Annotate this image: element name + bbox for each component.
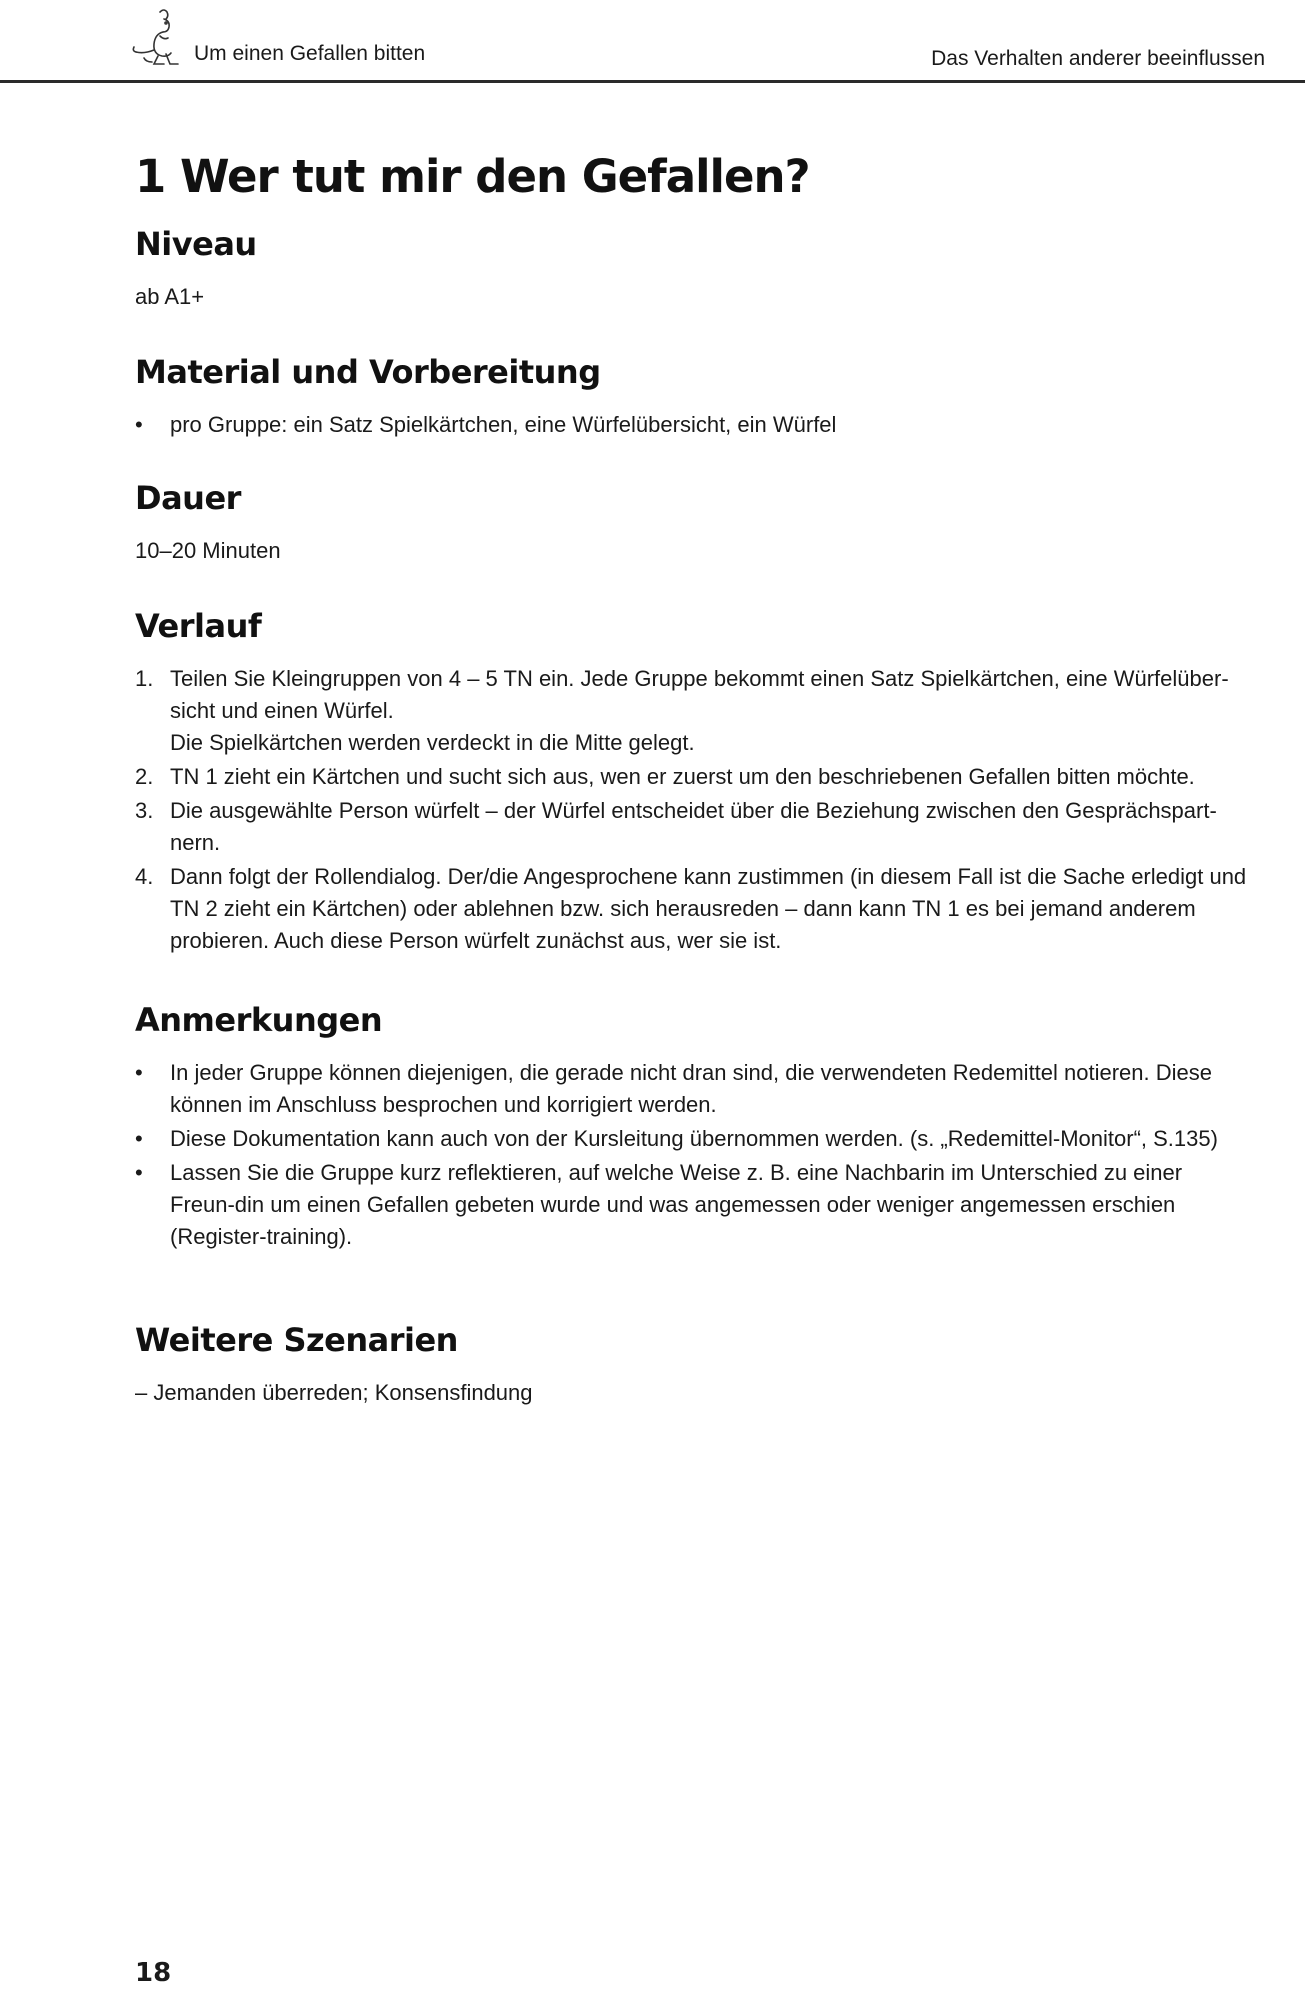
verlauf-heading: Verlauf	[135, 607, 262, 645]
step-item	[135, 663, 1250, 759]
niveau-heading: Niveau	[135, 225, 257, 263]
section-dauer	[135, 479, 1250, 567]
weitere-item: – Jemanden überreden; Konsensfindung	[135, 1380, 533, 1405]
page-number: 18	[135, 1958, 172, 1988]
step-extra: Die Spielkärtchen werden verdeckt in die Mitte gelegt.	[170, 730, 695, 755]
kangaroo-icon	[130, 6, 182, 68]
section-material	[135, 353, 1250, 441]
anmerkungen-heading: Anmerkungen	[135, 1001, 383, 1039]
header-left-title: Um einen Gefallen bitten	[194, 42, 426, 65]
step-text: Dann folgt der Rollendialog. Der/die Angesprochene kann zustimmen (in diesem Fall ist die Sache erledigt und TN 2 zieht ein Kärtchen) oder ablehnen bzw. sich herausreden – dann kann TN 1 es bei jemand anderem probieren. Auch diese Person würfelt zunächst aus, wer sie ist.	[170, 864, 1247, 953]
list-item: • Diese Dokumentation kann auch von der Kursleitung übernommen werden. (s. „Redemittel-Monitor“, S.135)	[135, 1123, 1250, 1155]
verlauf-steps	[135, 663, 1250, 957]
step-item	[135, 861, 1250, 957]
step-number: 3.	[135, 798, 154, 823]
step-item	[135, 795, 1250, 859]
step-number: 4.	[135, 864, 154, 889]
section-niveau	[135, 225, 1250, 313]
list-item: • Lassen Sie die Gruppe kurz reflektieren, auf welche Weise z. B. eine Nachbarin im Unterschied zu einer Freun-din um einen Gefallen gebeten wurde und was angemessen oder weniger angemessen erschien (Register-training).	[135, 1157, 1250, 1253]
niveau-text: ab A1+	[135, 284, 205, 309]
page-header	[0, 0, 1305, 83]
list-item: • In jeder Gruppe können diejenigen, die gerade nicht dran sind, die verwendeten Redemittel notieren. Diese können im Anschluss besprochen und korrigiert werden.	[135, 1057, 1250, 1121]
step-number: 2.	[135, 764, 154, 789]
step-item	[135, 761, 1250, 793]
material-heading: Material und Vorbereitung	[135, 353, 601, 391]
header-right-title: Das Verhalten anderer beeinflussen	[931, 47, 1265, 70]
step-text: Teilen Sie Kleingruppen von 4 – 5 TN ein. Jede Gruppe bekommt einen Satz Spielkärtchen, eine Würfelüber-sicht und einen Würfel.	[170, 666, 1229, 723]
anmerkungen-list	[135, 1057, 1250, 1253]
weitere-heading: Weitere Szenarien	[135, 1321, 458, 1359]
step-text: TN 1 zieht ein Kärtchen und sucht sich aus, wen er zuerst um den beschriebenen Gefallen bitten möchte.	[170, 764, 1195, 789]
step-text: Die ausgewählte Person würfelt – der Würfel entscheidet über die Beziehung zwischen den Gesprächspart-nern.	[170, 798, 1217, 855]
document-body	[135, 150, 1250, 1449]
section-weitere-szenarien	[135, 1321, 1250, 1409]
section-anmerkungen	[135, 1001, 1250, 1253]
page-title: 1 Wer tut mir den Gefallen?	[135, 150, 810, 203]
material-list	[135, 409, 1250, 441]
dauer-text: 10–20 Minuten	[135, 538, 281, 563]
section-verlauf	[135, 607, 1250, 957]
dauer-heading: Dauer	[135, 479, 241, 517]
step-number: 1.	[135, 666, 154, 691]
list-item: • pro Gruppe: ein Satz Spielkärtchen, eine Würfelübersicht, ein Würfel	[135, 409, 1250, 441]
